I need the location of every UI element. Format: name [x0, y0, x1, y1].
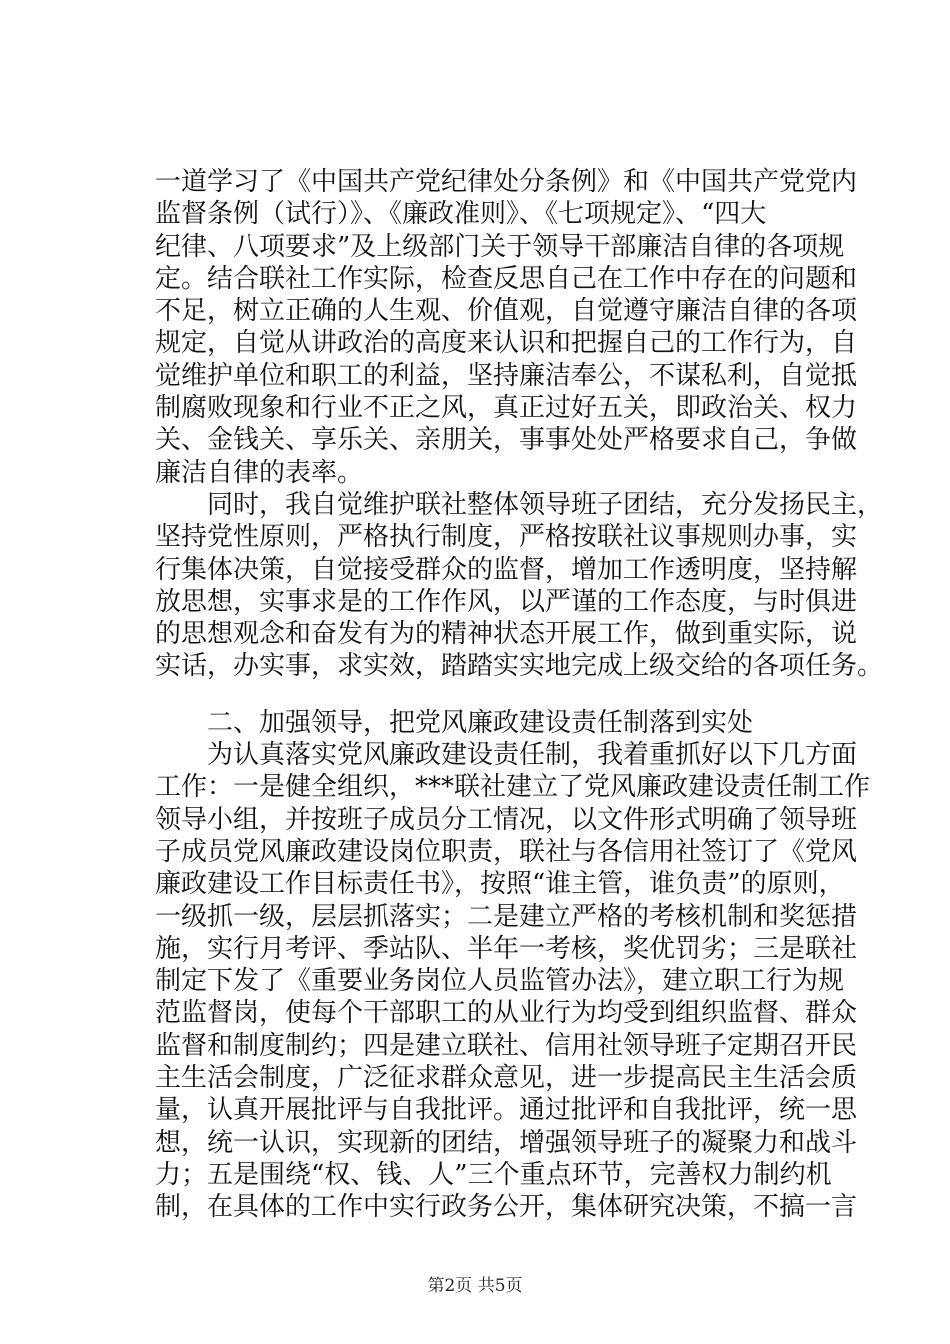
text-line: 监督条例（试行）》、《廉政准则》、《七项规定》、“四大 [155, 199, 767, 230]
text-line: 一级抓一级，层层抓落实；二是建立严格的考核机制和奖惩措 [155, 901, 858, 932]
text-line: 监督和制度制约；四是建立联社、信用社领导班子定期召开民 [155, 1030, 858, 1061]
text-line: 为认真落实党风廉政建设责任制，我着重抓好以下几方面 [155, 740, 858, 771]
page-number-footer: 第2页 共5页 [427, 1276, 523, 1296]
text-line: 量，认真开展批评与自我批评。通过批评和自我批评，统一思 [155, 1095, 858, 1126]
text-line: 范监督岗，使每个干部职工的从业行为均受到组织监督、群众 [155, 998, 858, 1029]
text-line: 制，在具体的工作中实行政务公开，集体研究决策，不搞一言 [155, 1192, 858, 1223]
text-line: 觉维护单位和职工的利益，坚持廉洁奉公，不谋私利，自觉抵 [155, 360, 858, 391]
text-line: 关、金钱关、享乐关、亲朋关，事事处处严格要求自己，争做 [155, 425, 858, 456]
text-line: 定。结合联社工作实际，检查反思自己在工作中存在的问题和 [155, 263, 858, 294]
text-line: 廉洁自律的表率。 [155, 457, 364, 488]
text-line: 实话，办实事，求实效，踏踏实实地完成上级交给的各项任务。 [155, 651, 884, 682]
section-heading: 二、加强领导，把党风廉政建设责任制落到实处 [155, 707, 754, 738]
text-line: 制定下发了《重要业务岗位人员监管办法》，建立职工行为规 [155, 966, 845, 997]
text-line: 力；五是围绕“权、钱、人”三个重点环节，完善权力制约机 [155, 1159, 832, 1190]
text-line: 一道学习了《中国共产党纪律处分条例》和《中国共产党党内 [155, 167, 858, 197]
text-line: 领导小组，并按班子成员分工情况，以文件形式明确了领导班 [155, 804, 858, 835]
text-line: 行集体决策，自觉接受群众的监督，增加工作透明度，坚持解 [155, 554, 858, 585]
text-line: 纪律、八项要求”及上级部门关于领导干部廉洁自律的各项规 [155, 231, 845, 262]
text-line: 廉政建设工作目标责任书》，按照“谁主管，谁负责”的原则， [155, 869, 845, 900]
text-line: 坚持党性原则，严格执行制度，严格按联社议事规则办事，实 [155, 522, 858, 553]
text-line: 子成员党风廉政建设岗位职责，联社与各信用社签订了《党风 [155, 836, 858, 867]
text-line: 规定，自觉从讲政治的高度来认识和把握自己的工作行为，自 [155, 328, 858, 359]
text-line: 制腐败现象和行业不正之风，真正过好五关，即政治关、权力 [155, 393, 858, 424]
text-line: 施，实行月考评、季站队、半年一考核，奖优罚劣；三是联社 [155, 933, 858, 964]
text-line: 想，统一认识，实现新的团结，增强领导班子的凝聚力和战斗 [155, 1127, 858, 1158]
text-line: 不足，树立正确的人生观、价值观，自觉遵守廉洁自律的各项 [155, 296, 858, 327]
paragraph-1 [155, 166, 858, 489]
text-line: 的思想观念和奋发有为的精神状态开展工作，做到重实际，说 [155, 619, 858, 650]
text-line: 放思想，实事求是的工作作风，以严谨的工作态度，与时俱进 [155, 586, 858, 617]
text-line: 主生活会制度，广泛征求群众意见，进一步提高民主生活会质 [155, 1063, 858, 1094]
text-line: 工作：一是健全组织，***联社建立了党风廉政建设责任制工作 [155, 772, 871, 803]
paragraph-3 [155, 739, 871, 1223]
text-line: 同时，我自觉维护联社整体领导班子团结，充分发扬民主， [155, 489, 884, 520]
paragraph-2 [155, 489, 884, 683]
paragraph-gap [155, 683, 815, 707]
document-body [155, 166, 884, 1224]
